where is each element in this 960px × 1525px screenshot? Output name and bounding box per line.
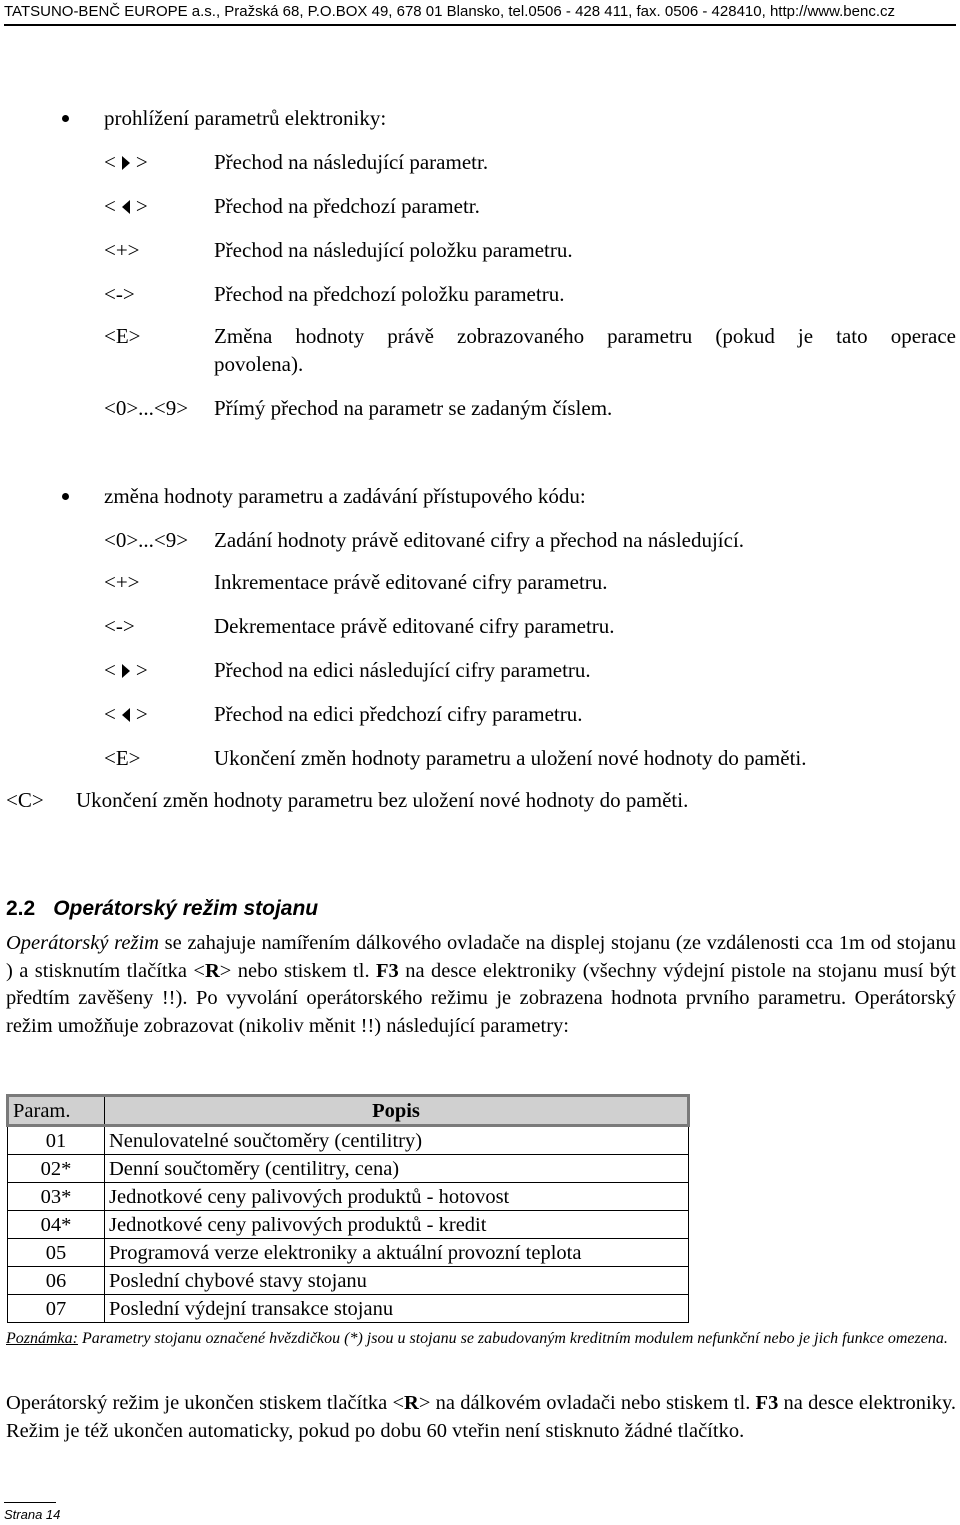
intro-paragraph: Operátorský režim se zahajuje namířením dálkového ovladače na displej stojanu (ze vzdálenosti cca 1m od stojanu ) a stisknutím tlačítka <R> nebo stiskem tl. F3 na desce elektroniky (všechny výdejní pistole na stojanu musí být předtím zavěšeny !!). Po vyvolání operátorského režimu je zobrazena hodnota prvního parametru. Operátorský režim umožňuje zobrazovat (nikoliv měnit !!) následující parametry: [6,932,956,1037]
key-minus: <-> [104,282,135,306]
row-desc: Přechod na předchozí parametr. [214,194,480,218]
header-description: Popis [105,1096,689,1126]
key-prev: < > [104,702,148,726]
row-desc: Ukončení změn hodnoty parametru bez uložení nové hodnoty do paměti. [76,788,689,812]
key-next: < > [104,150,148,174]
section-heading [6,896,318,922]
param-description: Jednotkové ceny palivových produktů - hotovost [105,1183,689,1211]
note-label: Poznámka: [6,1330,78,1347]
param-description: Poslední výdejní transakce stojanu [105,1295,689,1323]
row-desc-cont: povolena). [214,352,304,376]
key-next: < > [104,658,148,682]
bullet-dot [62,115,69,122]
key-digits: <0>...<9> [104,396,189,420]
param-description: Nenulovatelné součtoměry (centilitry) [105,1126,689,1155]
edit-title: změna hodnoty parametru a zadávání přístupového kódu: [104,484,586,508]
param-code: 02* [8,1155,105,1183]
browse-title: prohlížení parametrů elektroniky: [104,106,387,130]
param-code: 03* [8,1183,105,1211]
row-desc: Dekrementace právě editované cifry parametru. [214,614,615,638]
section-number: 2.2 [6,897,36,920]
triangle-right-icon [122,156,130,170]
param-description: Jednotkové ceny palivových produktů - kredit [105,1211,689,1239]
param-code: 04* [8,1211,105,1239]
section-title: Operátorský režim stojanu [53,897,319,920]
page-number: Strana 14 [4,1507,61,1522]
row-desc: Inkrementace právě editované cifry parametru. [214,570,608,594]
key-prev: < > [104,194,148,218]
table-header-row [8,1096,689,1126]
table-row [8,1211,689,1239]
table-row [8,1155,689,1183]
param-code: 06 [8,1267,105,1295]
key-digits: <0>...<9> [104,528,189,552]
table-row [8,1239,689,1267]
key-e: <E> [104,324,141,348]
param-description: Denní součtoměry (centilitry, cena) [105,1155,689,1183]
triangle-left-icon [122,708,130,722]
page-header: TATSUNO-BENČ EUROPE a.s., Pražská 68, P.O.BOX 49, 678 01 Blansko, tel.0506 - 428 411, fax. 0506 - 428410, http://www.benc.cz [4,3,895,20]
key-c: <C> [6,788,44,812]
table-row [8,1295,689,1323]
row-desc: Zadání hodnoty právě editované cifry a přechod na následující. [214,528,745,552]
note [6,1327,956,1350]
row-desc: Přechod na následující parametr. [214,150,489,174]
key-e: <E> [104,746,141,770]
param-code: 01 [8,1126,105,1155]
param-code: 07 [8,1295,105,1323]
parameters-table [6,1094,690,1323]
param-description: Poslední chybové stavy stojanu [105,1267,689,1295]
row-desc: Změna hodnoty právě zobrazovaného parametru (pokud je tato operace [214,324,956,348]
triangle-right-icon [122,664,130,678]
key-minus: <-> [104,614,135,638]
param-code: 05 [8,1239,105,1267]
row-desc: Přechod na následující položku parametru. [214,238,573,262]
table-row [8,1126,689,1155]
table-row [8,1267,689,1295]
row-desc: Přímý přechod na parametr se zadaným číslem. [214,396,613,420]
row-desc: Přechod na edici následující cifry parametru. [214,658,591,682]
header-param: Param. [8,1096,105,1126]
header-rule [4,24,956,26]
row-desc: Ukončení změn hodnoty parametru a uložení nové hodnoty do paměti. [214,746,807,770]
footer-rule [4,1502,56,1503]
param-description: Programová verze elektroniky a aktuální provozní teplota [105,1239,689,1267]
triangle-left-icon [122,200,130,214]
table-row [8,1183,689,1211]
note-text: Parametry stojanu označené hvězdičkou (*) jsou u stojanu se zabudovaným kreditním modulem nefunkční nebo je jich funkce omezena. [77,1330,948,1347]
key-plus: <+> [104,570,140,594]
row-desc: Přechod na předchozí položku parametru. [214,282,565,306]
row-desc: Přechod na edici předchozí cifry parametru. [214,702,583,726]
bullet-dot [62,493,69,500]
closing-paragraph: Operátorský režim je ukončen stiskem tlačítka <R> na dálkovém ovladači nebo stiskem tl. F3 na desce elektroniky. Režim je též ukončen automaticky, pokud po dobu 60 vteřin není stisknuto žádné tlačítko. [6,1392,956,1442]
key-plus: <+> [104,238,140,262]
